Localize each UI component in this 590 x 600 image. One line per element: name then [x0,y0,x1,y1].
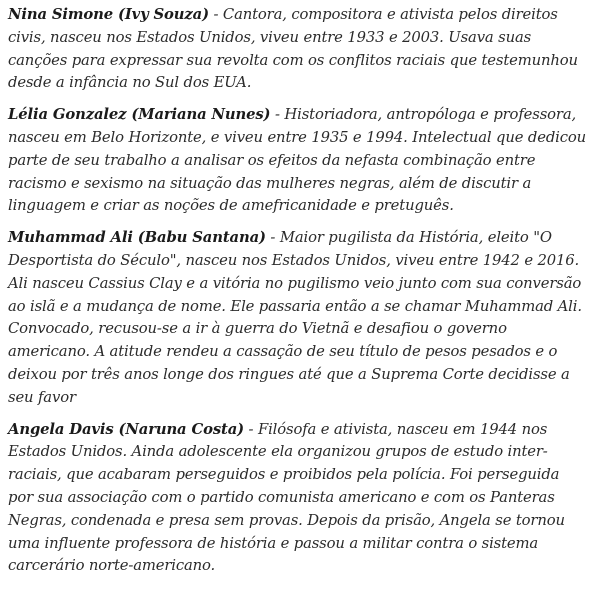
bio-name: Nina Simone (Ivy Souza) [8,6,209,23]
bio-text: - Cantora, compositora e ativista pelos direitos civis, nasceu nos Estados Unidos, viveu entre 1933 e 2003. Usava suas canções para expressar sua revolta com os conflitos raciais que testemunhou desde a infância no Sul dos EUA. [8,6,578,92]
bio-text: - Historiadora, antropóloga e professora, nasceu em Belo Horizonte, e viveu entre 1935 e 1994. Intelectual que dedicou parte de seu trabalho a analisar os efeitos da nefasta combinação entre racismo e sexismo na situação das mulheres negras, além de discutir a linguagem e criar as noções de amefricanidade e pretuguês. [8,106,587,215]
bio-paragraph-nina-simone [8,4,586,95]
bio-name: Muhammad Ali (Babu Santana) [8,229,266,247]
article-body [8,4,586,587]
bio-name: Angela Davis (Naruna Costa) [8,420,244,438]
bio-paragraph-angela-davis [8,419,586,579]
bio-paragraph-lelia-gonzalez [8,104,586,218]
bio-name: Lélia Gonzalez (Mariana Nunes) [8,106,271,124]
bio-text: - Maior pugilista da História, eleito "O Desportista do Século", nasceu nos Estados Unidos, viveu entre 1942 e 2016. Ali nasceu Cassius Clay e a vitória no pugilismo veio junto com sua conversão ao islã e a mudança de nome. Ele passaria então a se chamar Muhammad Ali. Convocado, recusou-se a ir à guerra do Vietnã e desafiou o governo americano. A atitude rendeu a cassação de seu título de pesos pesados e o deixou por três anos longe dos ringues até que a Suprema Corte decidisse a seu favor [8,229,582,406]
bio-text: - Filósofa e ativista, nasceu em 1944 nos Estados Unidos. Ainda adolescente ela organizou grupos de estudo inter-raciais, que acabaram perseguidos e proibidos pela polícia. Foi perseguida por sua associação com o partido comunista americano e com os Panteras Negras, condenada e presa sem provas. Depois da prisão, Angela se tornou uma influente professora de história e passou a militar contra o sistema carcerário norte-americano. [8,420,565,575]
bio-paragraph-muhammad-ali [8,227,586,409]
